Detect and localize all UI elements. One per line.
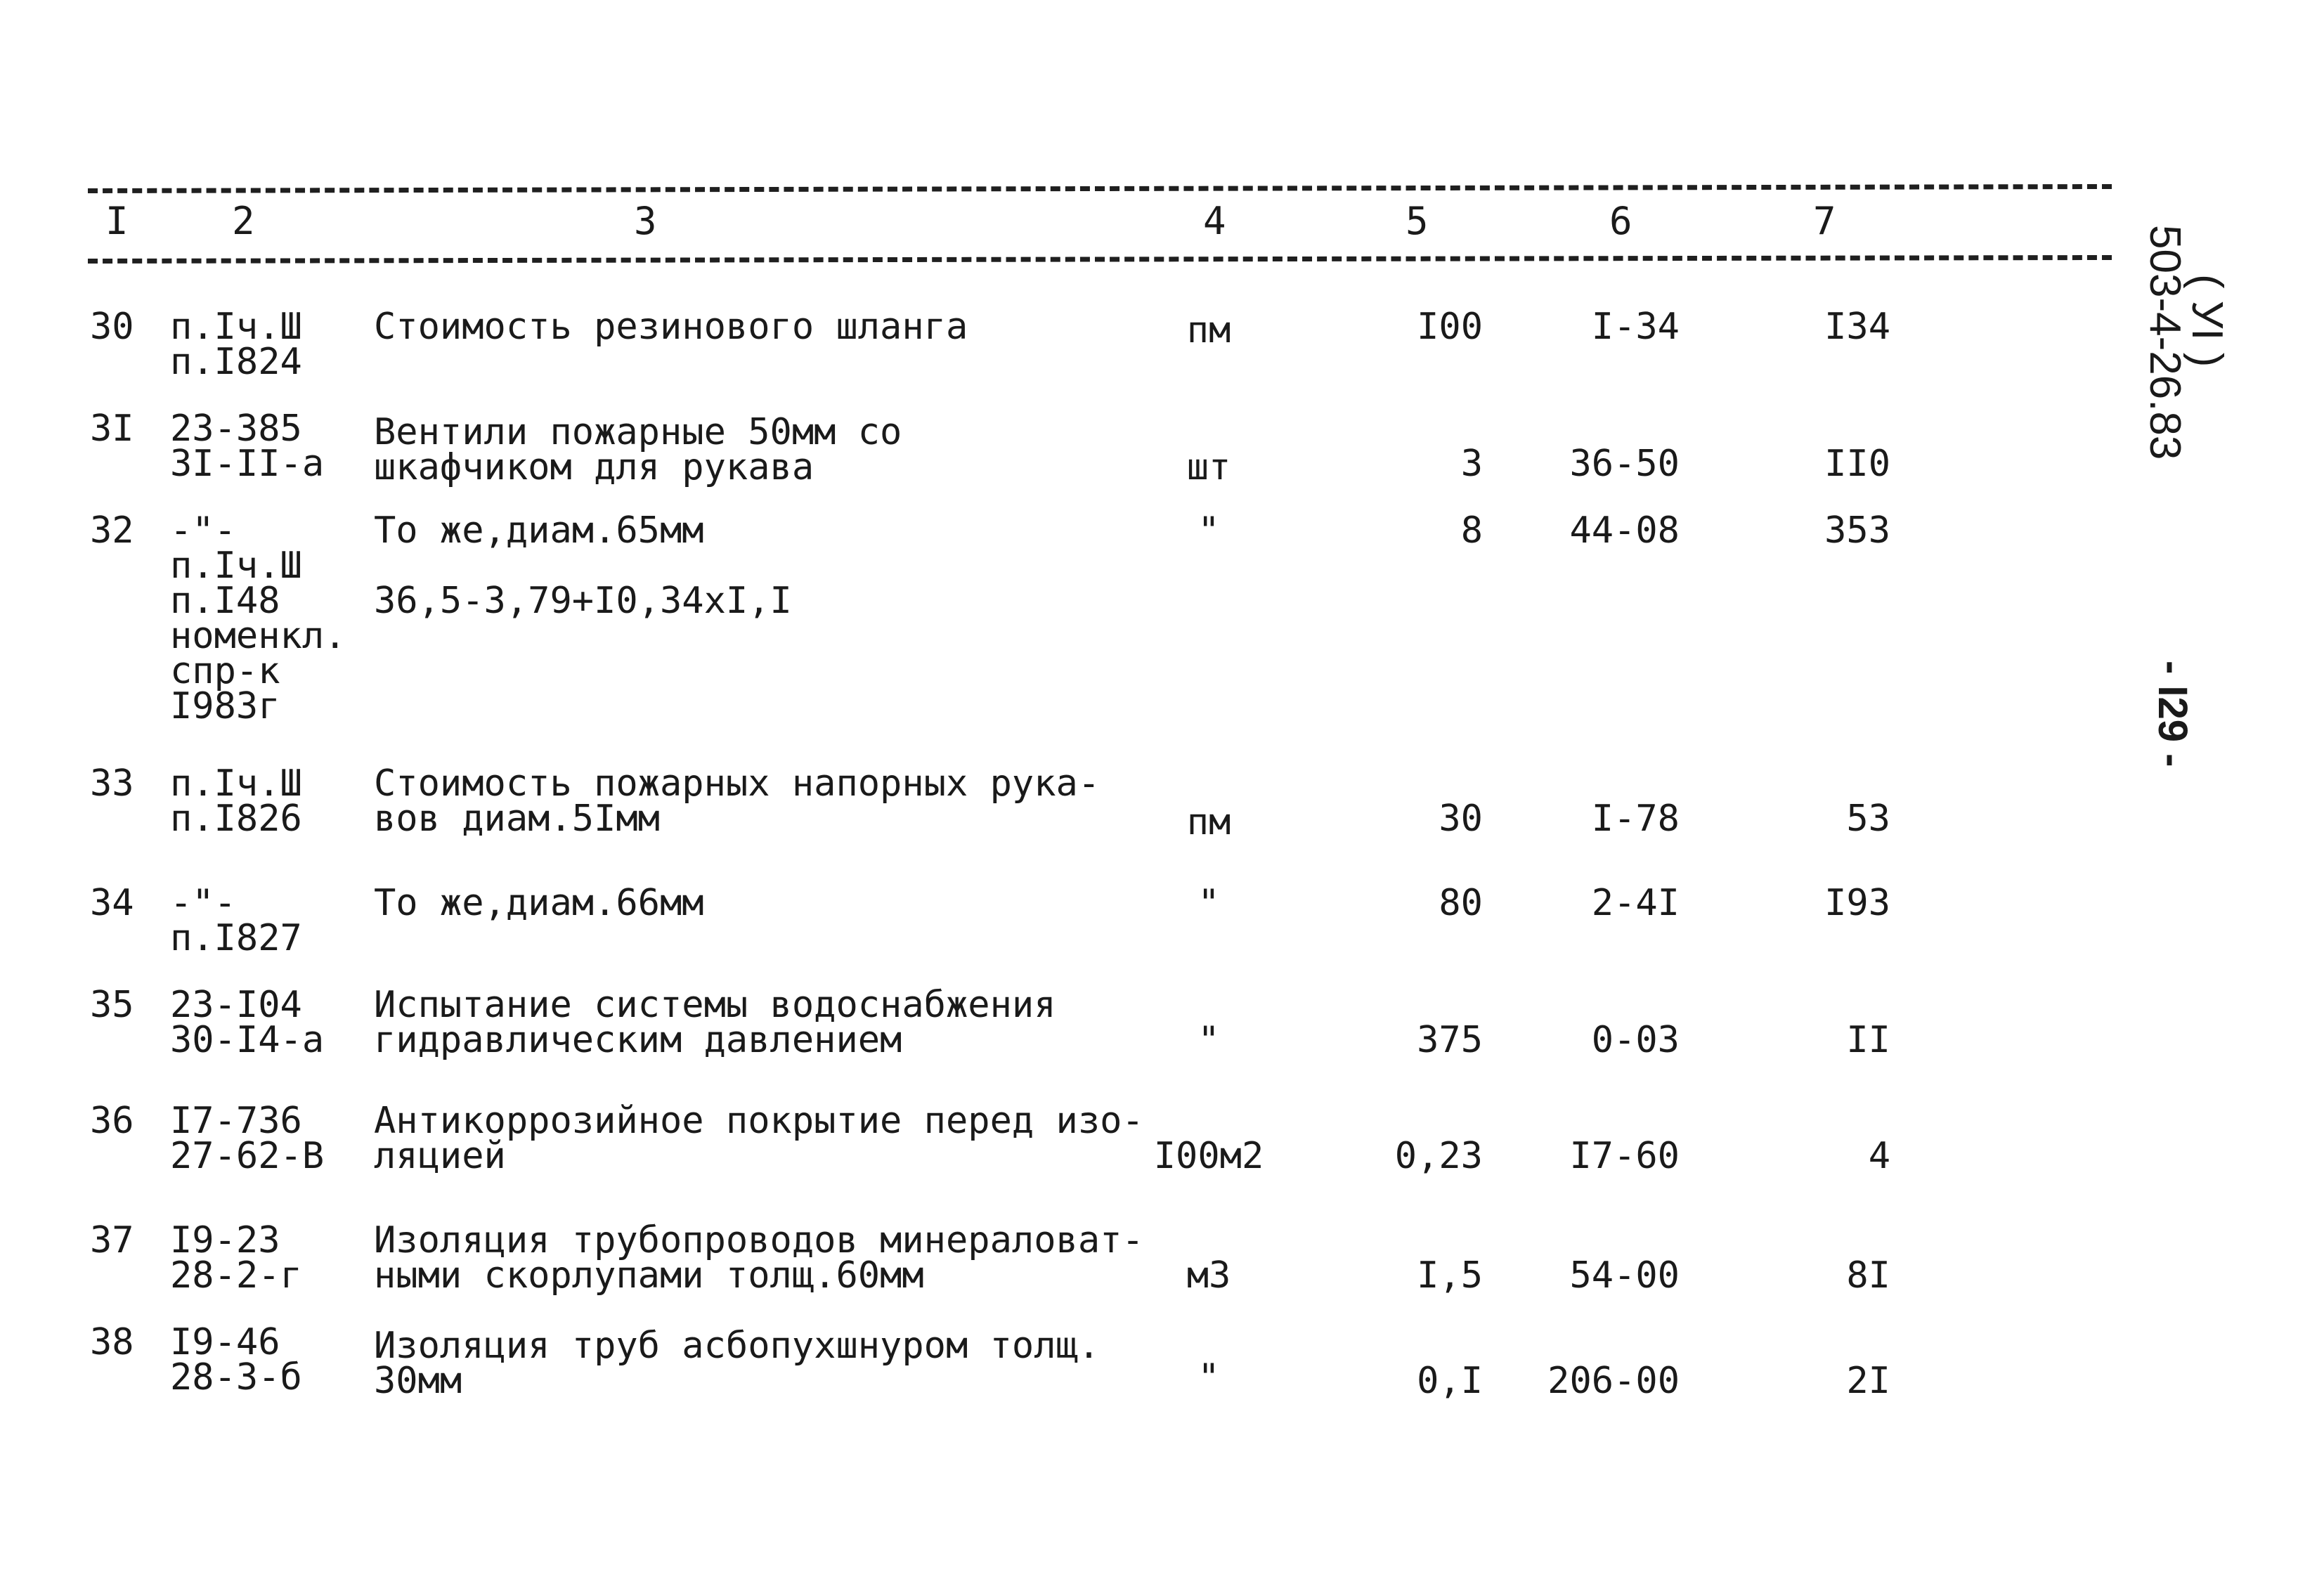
row-35-qty: 375 xyxy=(1417,1019,1483,1061)
row-30-unit: пм xyxy=(1186,309,1231,351)
row-35-total: II xyxy=(1846,1019,1890,1061)
header-col-3: 3 xyxy=(634,199,657,243)
row-37-total: 8I xyxy=(1846,1254,1890,1297)
row-37-unit: м3 xyxy=(1186,1254,1231,1297)
row-34-price: 2-4I xyxy=(1591,882,1680,924)
row-34-code-2: п.I827 xyxy=(170,917,302,959)
row-31-unit: шт xyxy=(1186,446,1231,488)
row-37-number: 37 xyxy=(90,1219,134,1261)
row-33-code-2: п.I826 xyxy=(170,798,302,840)
page-number: - I29 - xyxy=(2150,661,2195,767)
row-38-unit: " xyxy=(1197,1356,1220,1398)
row-30-code-2: п.I824 xyxy=(170,341,302,383)
row-37-code-1: I9-23 xyxy=(170,1219,280,1261)
header-col-2: 2 xyxy=(232,199,255,243)
row-33-qty: 30 xyxy=(1439,798,1483,840)
row-33-unit: пм xyxy=(1186,801,1231,843)
row-32-code-1: -"- xyxy=(170,510,236,552)
row-32-qty: 8 xyxy=(1460,510,1483,552)
row-31-price: 36-50 xyxy=(1569,443,1680,485)
row-35-price: 0-03 xyxy=(1591,1019,1680,1061)
row-32-total: 353 xyxy=(1824,510,1890,552)
row-36-number: 36 xyxy=(90,1100,134,1142)
row-35-number: 35 xyxy=(90,984,134,1026)
row-36-total: 4 xyxy=(1868,1135,1890,1177)
row-38-desc-1: Изоляция труб асбопухшнуром толщ. xyxy=(374,1325,1101,1367)
row-36-unit: I00м2 xyxy=(1153,1135,1264,1177)
row-31-number: 3I xyxy=(90,408,134,450)
row-35-desc-1: Испытание системы водоснабжения xyxy=(374,984,1056,1026)
row-32-code-3: п.I48 xyxy=(170,580,280,622)
row-38-total: 2I xyxy=(1846,1360,1890,1402)
row-37-price: 54-00 xyxy=(1569,1254,1680,1297)
row-35-code-1: 23-I04 xyxy=(170,984,302,1026)
row-32-code-2: п.Iч.Ш xyxy=(170,545,302,587)
row-32-calc: 36,5-3,79+I0,34xI,I xyxy=(374,580,792,622)
row-35-desc-2: гидравлическим давлением xyxy=(374,1019,902,1061)
row-31-desc-1: Вентили пожарные 50мм со xyxy=(374,411,902,453)
row-33-desc-2: вов диам.5Iмм xyxy=(374,798,660,840)
header-col-4: 4 xyxy=(1203,199,1226,243)
header-bottom-rule xyxy=(88,255,2112,264)
row-32-number: 32 xyxy=(90,510,134,552)
row-31-total: II0 xyxy=(1824,443,1890,485)
row-38-code-1: I9-46 xyxy=(170,1321,280,1363)
row-34-desc-1: То же,диам.66мм xyxy=(374,882,704,924)
row-30-desc-1: Стоимость резинового шланга xyxy=(374,306,968,348)
row-37-desc-1: Изоляция трубопроводов минераловат- xyxy=(374,1219,1144,1261)
row-32-code-4: номенкл. xyxy=(170,615,346,657)
row-32-code-5: спр-к xyxy=(170,650,280,692)
document-code-section: ( УI ) xyxy=(2183,274,2231,368)
row-36-qty: 0,23 xyxy=(1394,1135,1483,1177)
header-col-6: 6 xyxy=(1609,199,1632,243)
row-30-total: I34 xyxy=(1824,306,1890,348)
row-33-desc-1: Стоимость пожарных напорных рука- xyxy=(374,762,1101,805)
header-col-5: 5 xyxy=(1406,199,1429,243)
row-33-number: 33 xyxy=(90,762,134,805)
row-33-code-1: п.Iч.Ш xyxy=(170,762,302,805)
header-col-7: 7 xyxy=(1813,199,1836,243)
document-code-number: 503-4-26.83 xyxy=(2141,225,2189,460)
row-35-code-2: 30-I4-a xyxy=(170,1019,325,1061)
row-36-price: I7-60 xyxy=(1569,1135,1680,1177)
row-36-code-1: I7-736 xyxy=(170,1100,302,1142)
row-37-desc-2: ными скорлупами толщ.60мм xyxy=(374,1254,924,1297)
row-31-code-2: 3I-II-a xyxy=(170,443,325,485)
row-36-desc-1: Антикоррозийное покрытие перед изо- xyxy=(374,1100,1144,1142)
row-30-price: I-34 xyxy=(1591,306,1680,348)
row-32-price: 44-08 xyxy=(1569,510,1680,552)
row-34-code-1: -"- xyxy=(170,882,236,924)
row-34-qty: 80 xyxy=(1439,882,1483,924)
row-37-qty: I,5 xyxy=(1417,1254,1483,1297)
row-38-qty: 0,I xyxy=(1417,1360,1483,1402)
row-32-unit: " xyxy=(1197,510,1220,552)
row-37-code-2: 28-2-г xyxy=(170,1254,302,1297)
row-31-qty: 3 xyxy=(1460,443,1483,485)
row-36-desc-2: ляцией xyxy=(374,1135,506,1177)
row-38-number: 38 xyxy=(90,1321,134,1363)
row-33-price: I-78 xyxy=(1591,798,1680,840)
row-32-desc-1: То же,диам.65мм xyxy=(374,510,704,552)
row-34-number: 34 xyxy=(90,882,134,924)
row-34-unit: " xyxy=(1197,882,1220,924)
header-col-1: I xyxy=(105,199,129,243)
row-36-code-2: 27-62-В xyxy=(170,1135,325,1177)
row-38-code-2: 28-3-б xyxy=(170,1356,302,1398)
row-31-code-1: 23-385 xyxy=(170,408,302,450)
document-code xyxy=(2141,225,2231,460)
row-34-total: I93 xyxy=(1824,882,1890,924)
row-35-unit: " xyxy=(1197,1019,1220,1061)
row-30-qty: I00 xyxy=(1417,306,1483,348)
row-31-desc-2: шкафчиком для рукава xyxy=(374,446,814,488)
row-30-code-1: п.Iч.Ш xyxy=(170,306,302,348)
row-33-total: 53 xyxy=(1846,798,1890,840)
row-32-code-6: I983г xyxy=(170,685,280,727)
header-top-rule xyxy=(88,184,2112,193)
row-38-desc-2: 30мм xyxy=(374,1360,462,1402)
row-30-number: 30 xyxy=(90,306,134,348)
row-38-price: 206-00 xyxy=(1547,1360,1680,1402)
